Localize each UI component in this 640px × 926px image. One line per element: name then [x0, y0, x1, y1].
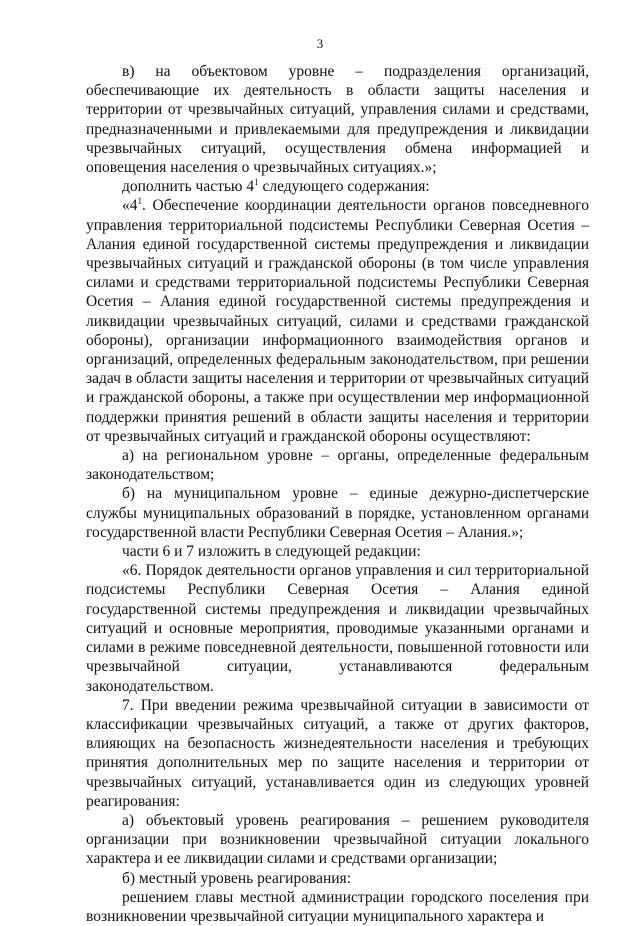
- document-body: [86, 62, 589, 926]
- paragraph-local-response-level: б) местный уровень реагирования:: [122, 869, 351, 887]
- paragraph-part-6: «6. Порядок деятельности органов управления и сил территориальной подсистемы Республики Северная Осетия – Алания единой государственной системы предупреждения и ликвидации чрезвычайных ситуаций и основные мероприятия, проводимые указанными органами и силами в режиме повседневной деятельности, повышенной готовности или чрезвычайной ситуации, устанавливаются федеральным законодательством.: [86, 562, 589, 695]
- paragraph-part-7: 7. При введении режима чрезвычайной ситуации в зависимости от классификации чрезвычайных ситуаций, а также от других факторов, влияющих на безопасность жизнедеятельности населения и требующих принятия дополнительных мер по защите населения и территории от чрезвычайных ситуаций, устанавливается один из следующих уровней реагирования:: [86, 696, 589, 810]
- paragraph-parts-6-7: части 6 и 7 изложить в следующей редакции:: [122, 543, 421, 561]
- paragraph-object-response-level: а) объектовый уровень реагирования – решением руководителя организации при возникновении чрезвычайной ситуации локального характера и ее ликвидации силами и средствами организации;: [86, 811, 589, 868]
- paragraph-regional-level: а) на региональном уровне – органы, определенные федеральным законодательством;: [86, 447, 589, 484]
- superscript: 1: [254, 177, 259, 188]
- paragraph-add-part: дополнить частью $4^1$ следующего содержания:: [122, 177, 430, 196]
- paragraph-urban-settlement-decision: решением главы местной администрации городского поселения при возникновении чрезвычайной ситуации муниципального характера и: [86, 888, 589, 925]
- paragraph-municipal-level: б) на муниципальном уровне – единые дежурно-диспетчерские службы муниципальных образований в порядке, установленном органами государственной власти Республики Северная Осетия – Алания.»;: [86, 485, 589, 541]
- superscript: 1: [137, 196, 142, 207]
- page-number: 3: [316, 36, 324, 51]
- paragraph-objective-level: в) на объектовом уровне – подразделения организаций, обеспечивающие их деятельность в области защиты населения и территории от чрезвычайных ситуаций, управления силами и средствами, предназначенными и привлекаемыми для предупреждения и ликвидации чрезвычайных ситуаций, осуществления обмена информацией и оповещения населения о чрезвычайных ситуациях.»;: [86, 63, 589, 177]
- paragraph-part-4-1: «$4^1$. Обеспечение координации деятельности органов повседневного управления территориальной подсистемы Республики Северная Осетия – Алания единой государственной системы предупреждения и ликвидации чрезвычайных ситуаций и гражданской обороны (в том числе управления силами и средствами территориальной подсистемы Республики Северная Осетия – Алания единой государственной системы предупреждения и ликвидации чрезвычайных ситуаций, силами и средствами гражданской обороны), организации информационного взаимодействия органов и организаций, определенных федеральным законодательством, при решении задач в области защиты населения и территории от чрезвычайных ситуаций и гражданской обороны, а также при осуществлении мер информационной поддержки принятия решений в области защиты населения и территории от чрезвычайных ситуаций и гражданской обороны осуществляют:: [86, 196, 589, 445]
